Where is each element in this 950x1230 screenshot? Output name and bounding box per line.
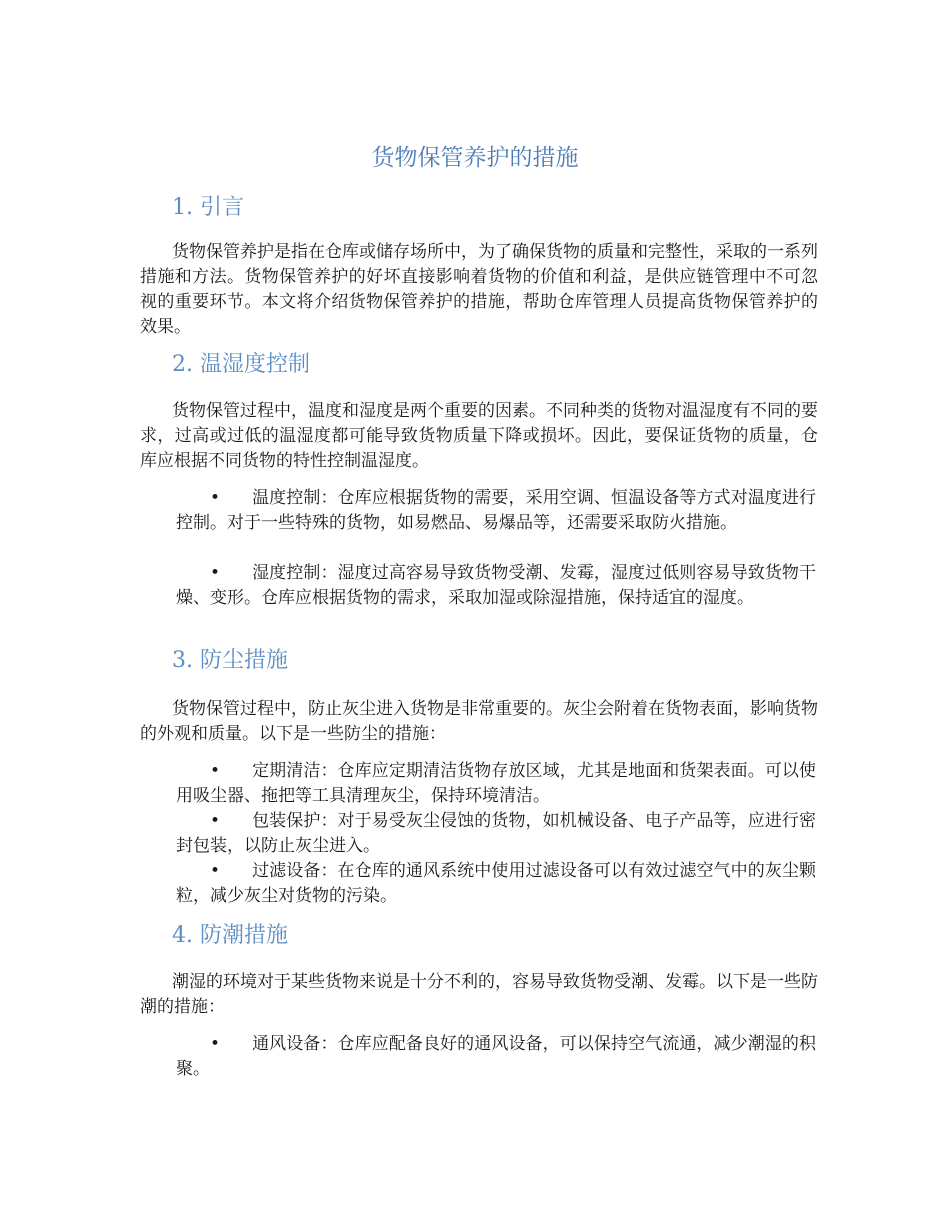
bullet-icon: •: [210, 861, 221, 881]
bullet-icon: •: [210, 811, 221, 831]
section-heading-introduction: 1. 引言: [172, 195, 244, 220]
section-heading-moistureproof: 4. 防潮措施: [172, 923, 288, 948]
list-item-text: 通风设备：仓库应配备良好的通风设备，可以保持空气流通，减少潮湿的积聚。: [176, 1034, 816, 1079]
list-item-text: 包装保护：对于易受灰尘侵蚀的货物，如机械设备、电子产品等，应进行密封包装，以防止灰尘进入。: [176, 811, 816, 856]
section-paragraph-introduction: 货物保管养护是指在仓库或储存场所中，为了确保货物的质量和完整性，采取的一系列措施和方法。货物保管养护的好坏直接影响着货物的价值和利益，是供应链管理中不可忽视的重要环节。本文将介绍货物保管养护的措施，帮助仓库管理人员提高货物保管养护的效果。: [140, 242, 818, 337]
bullet-icon: •: [210, 761, 221, 781]
bullet-icon: •: [210, 488, 221, 508]
list-item-text: 定期清洁：仓库应定期清洁货物存放区域，尤其是地面和货架表面。可以使用吸尘器、拖把等工具清理灰尘，保持环境清洁。: [176, 761, 816, 806]
list-item: [176, 1032, 816, 1082]
list-item-text: 过滤设备：在仓库的通风系统中使用过滤设备可以有效过滤空气中的灰尘颗粒，减少灰尘对货物的污染。: [176, 861, 816, 906]
section-paragraph-dustproof: 货物保管过程中，防止灰尘进入货物是非常重要的。灰尘会附着在货物表面，影响货物的外观和质量。以下是一些防尘的措施：: [140, 699, 818, 744]
list-item: [176, 809, 816, 859]
bullet-icon: •: [210, 563, 221, 583]
list-item: [176, 561, 816, 611]
section-heading-temperature-humidity: 2. 温湿度控制: [172, 352, 310, 377]
section-paragraph-temperature-humidity: 货物保管过程中，温度和湿度是两个重要的因素。不同种类的货物对温湿度有不同的要求，过高或过低的温湿度都可能导致货物质量下降或损坏。因此，要保证货物的质量，仓库应根据不同货物的特性控制温湿度。: [140, 401, 818, 471]
document-title: 货物保管养护的措施: [371, 145, 579, 171]
section-heading-dustproof: 3. 防尘措施: [172, 648, 288, 673]
list-item-text: 温度控制：仓库应根据货物的需要，采用空调、恒温设备等方式对温度进行控制。对于一些特殊的货物，如易燃品、易爆品等，还需要采取防火措施。: [176, 488, 816, 533]
list-item: [176, 759, 816, 809]
list-item: [176, 486, 816, 536]
list-item-text: 湿度控制：湿度过高容易导致货物受潮、发霉，湿度过低则容易导致货物干燥、变形。仓库应根据货物的需求，采取加湿或除湿措施，保持适宜的湿度。: [176, 563, 816, 608]
bullet-icon: •: [210, 1034, 221, 1054]
list-item: [176, 859, 816, 909]
section-paragraph-moistureproof: 潮湿的环境对于某些货物来说是十分不利的，容易导致货物受潮、发霉。以下是一些防潮的措施：: [140, 972, 818, 1017]
